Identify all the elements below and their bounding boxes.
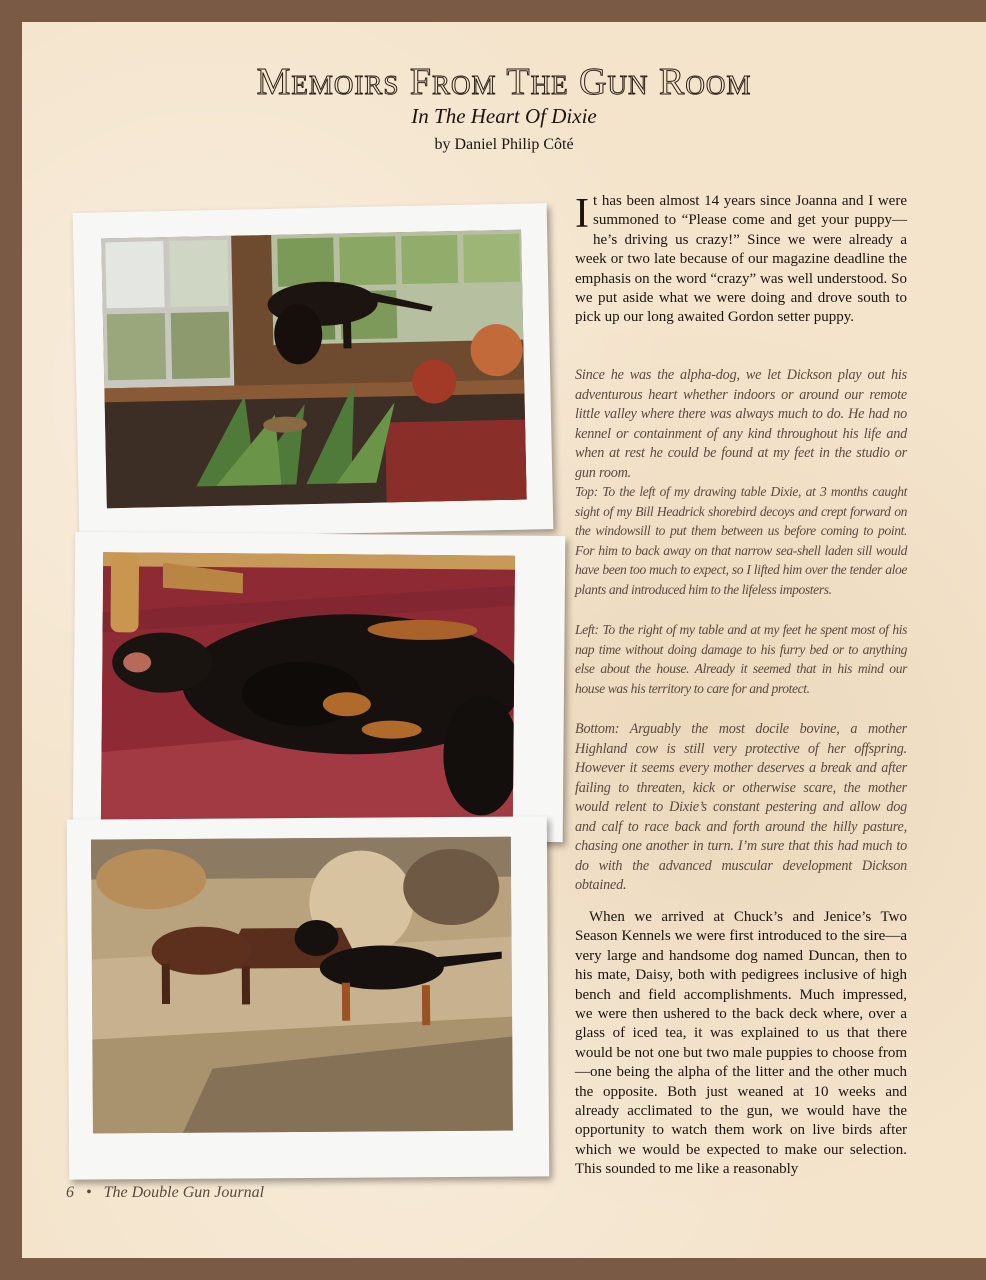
article-title: Memoirs From The Gun Room [256, 61, 752, 103]
windowsill-image [101, 230, 527, 509]
caption-intro: Since he was the alpha-dog, we let Dickson play out his adventurous heart whether indoors or around our remote little valley where there was always much to do. He had no kennel or containment of any kind throughout his life and when at rest he could be found at my feet in the studio or gun room. [575, 367, 907, 481]
photo-dog-bear-rug [73, 532, 566, 842]
caption-left: Left: To the right of my table and at my feet he spent most of his nap time without doing damage to his furry bed or to anything else about the house. Already it seemed that in his mind our house was his territory to care for and protect. [575, 622, 907, 696]
photo-dog-calf-pasture [67, 816, 550, 1179]
article-intro-paragraph [575, 192, 907, 328]
article-paragraph-2: When we arrived at Chuck’s and Jenice’s Two Season Kennels we were first introduced to the sire—a very large and handsome dog named Duncan, then to his mate, Daisy, both with pedigrees inclusive of high bench and field accomplishments. Much impressed, we were then ushered to the back deck where, over a glass of iced tea, it was explained to us that there would be not one but two male puppies to choose from—one being the alpha of the litter and the other much the opposite. Both just weaned at 10 weeks and already acclimated to the gun, we would have the opportunity to watch them work on live birds after which we would be expected to make our selection. This sounded to me like a reasonably [575, 909, 907, 1178]
magazine-page [22, 22, 986, 1258]
page-footer [66, 1184, 264, 1202]
photo-puppy-windowsill [73, 203, 554, 539]
footer-separator: • [86, 1184, 92, 1201]
page-number: 6 [66, 1184, 74, 1201]
bear-rug-image [101, 552, 515, 824]
caption-bottom: Bottom: Arguably the most docile bovine, a mother Highland cow is still very protective of her offspring. However it seems every mother deserves a break and after failing to threaten, kick or otherwise scare, the mother would relent to Dixie’s constant pestering and allow dog and calf to race back and forth around the hilly pasture, chasing one another in turn. I’m sure that this had much to do with the advanced muscular development Dickson obtained. [575, 721, 907, 893]
article-byline: by Daniel Philip Côté [434, 136, 574, 153]
intro-text: t has been almost 14 years since Joanna and I were summoned to “Please come and get your puppy—he’s driving us crazy!” Since we were already a week or two late because of our magazine deadline the emphasis on the word “crazy” was well understood. So we put aside what we were doing and drove south to pick up our long awaited Gordon setter puppy. [575, 193, 907, 326]
article-subtitle: In The Heart Of Dixie [411, 104, 597, 128]
pasture-image [91, 837, 513, 1134]
caption-top: Top: To the left of my drawing table Dixie, at 3 months caught sight of my Bill Headrick shorebird decoys and crept forward on the windowsill to put them between us before coming to point. For him to back away on that narrow sea-shell laden sill would have been too much to expect, so I lifted him over the tender aloe plants and introduced him to the lifeless imposters. [575, 484, 907, 597]
publication-name: The Double Gun Journal [103, 1184, 265, 1201]
drop-cap: I [575, 191, 589, 237]
